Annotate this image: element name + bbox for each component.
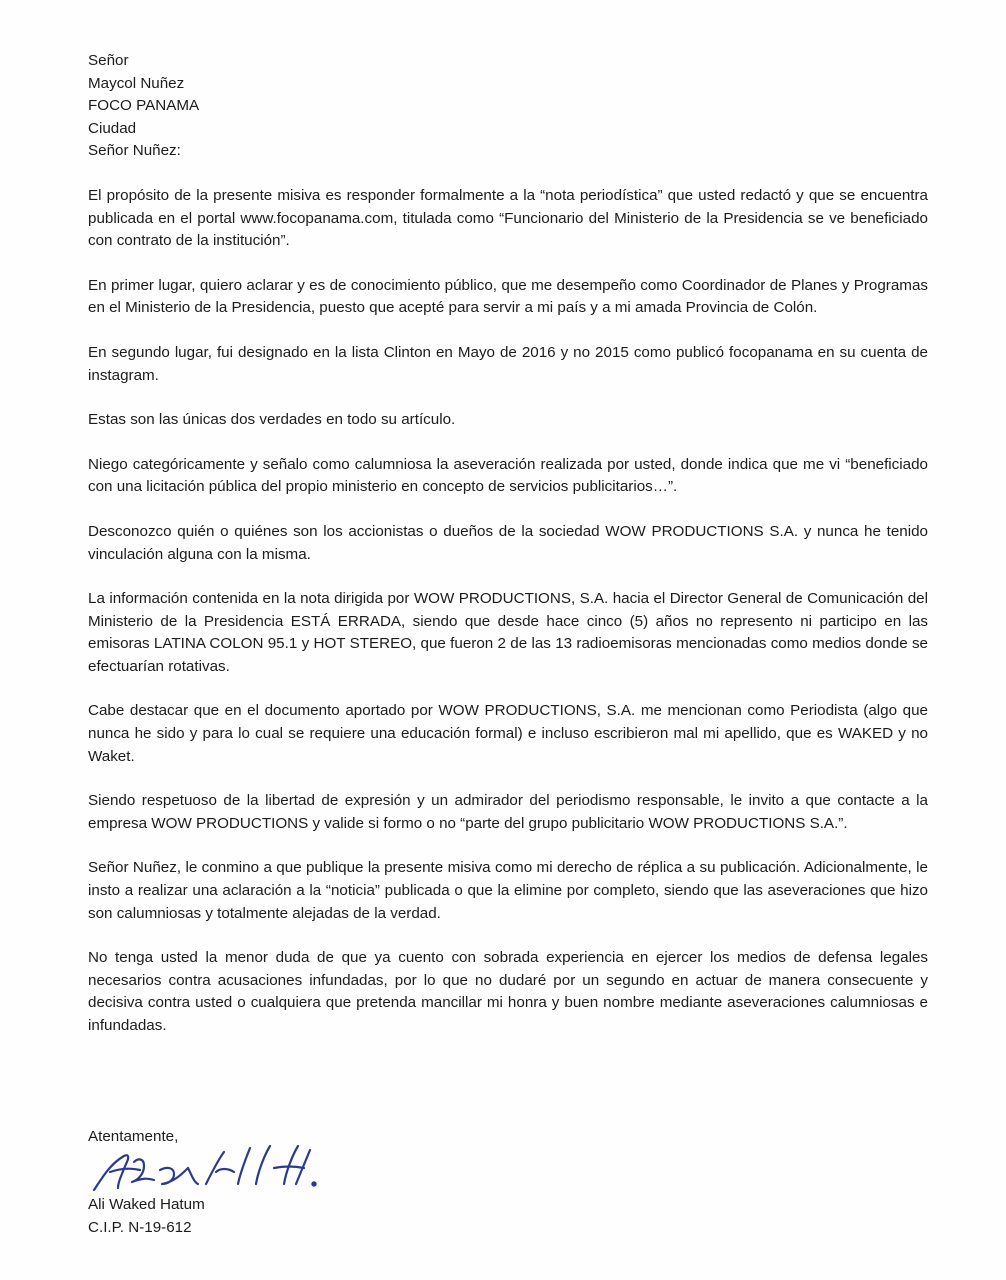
paragraph-2: En primer lugar, quiero aclarar y es de conocimiento público, que me desempeño como Coordinador de Planes y Programas en el Ministerio de la Presidencia, puesto que acepté para servir a mi país y a mi amada Provincia de Colón.	[88, 276, 928, 317]
paragraph-9: Siendo respetuoso de la libertad de expresión y un admirador del periodismo responsable, le invito a que contacte a la empresa WOW PRODUCTIONS y valide si formo o no “parte del grupo publicitario WOW PRODUCTIONS S.A.”.	[88, 792, 928, 832]
signer-name: Ali Waked Hatum	[88, 1196, 205, 1213]
letter-body	[88, 50, 928, 1038]
paragraph-11: No tenga usted la menor duda de que ya cuento con sobrada experiencia en ejercer los medios de defensa legales necesarios contra acusaciones infundadas, por lo que no dudaré por un segundo en actuar de manera consecuente y decisiva contra usted o cualquiera que pretenda mancillar mi honra y buen nombre mediante aseveraciones calumniosas e infundadas.	[88, 949, 928, 1034]
signer-id: C.I.P. N-19-612	[88, 1218, 192, 1236]
paragraph-6: Desconozco quién o quiénes son los accionistas o dueños de la sociedad WOW PRODUCTIONS S.A. y nunca he tenido vinculación alguna con la misma.	[88, 522, 928, 563]
signer-block	[88, 1194, 205, 1239]
recipient-name: Maycol Nuñez	[88, 74, 185, 92]
paragraph-4: Estas son las únicas dos verdades en todo su artículo.	[88, 411, 456, 429]
paragraph-5: Niego categóricamente y señalo como calumniosa la aseveración realizada por usted, donde indica que me vi “beneficiado con una licitación pública del propio ministerio en concepto de servicios publicitarios…”.	[88, 455, 928, 496]
recipient-organization: FOCO PANAMA	[88, 97, 200, 115]
salutation: Señor Nuñez:	[88, 142, 181, 160]
paragraph-7: La información contenida en la nota dirigida por WOW PRODUCTIONS, S.A. hacia el Director General de Comunicación del Ministerio de la Presidencia ESTÁ ERRADA, siendo que desde hace cinco (5) años no represento ni participo en las emisoras LATINA COLON 95.1 y HOT STEREO, que fueron 2 de las 13 radioemisoras mencionadas como medios donde se efectuarían rotativas.	[88, 590, 928, 675]
recipient-city: Ciudad	[88, 119, 137, 137]
paragraph-1: El propósito de la presente misiva es responder formalmente a la “nota periodística” que usted redactó y que se encuentra publicada en el portal www.focopanama.com, titulada como “Funcionario del Ministerio de la Presidencia se ve beneficiado con contrato de la institución”.	[88, 186, 928, 250]
paragraph-8: Cabe destacar que en el documento aportado por WOW PRODUCTIONS, S.A. me mencionan como Periodista (algo que nunca he sido y para lo cual se requiere una educación formal) e incluso escribieron mal mi apellido, que es WAKED y no Waket.	[88, 702, 928, 765]
recipient-title: Señor	[88, 52, 129, 69]
paragraph-10: Señor Nuñez, le conmino a que publique la presente misiva como mi derecho de réplica a su publicación. Adicionalmente, le insto a realizar una aclaración a la “noticia” publicada o que la elimine por completo, siendo que las aseveraciones que hizo son calumniosas y totalmente alejadas de la verdad.	[88, 859, 928, 922]
closing-line: Atentamente,	[88, 1128, 179, 1145]
paragraph-3: En segundo lugar, fui designado en la lista Clinton en Mayo de 2016 y no 2015 como publicó focopanama en su cuenta de instagram.	[88, 343, 928, 384]
recipient-block	[88, 50, 928, 140]
handwritten-signature	[88, 1138, 328, 1200]
